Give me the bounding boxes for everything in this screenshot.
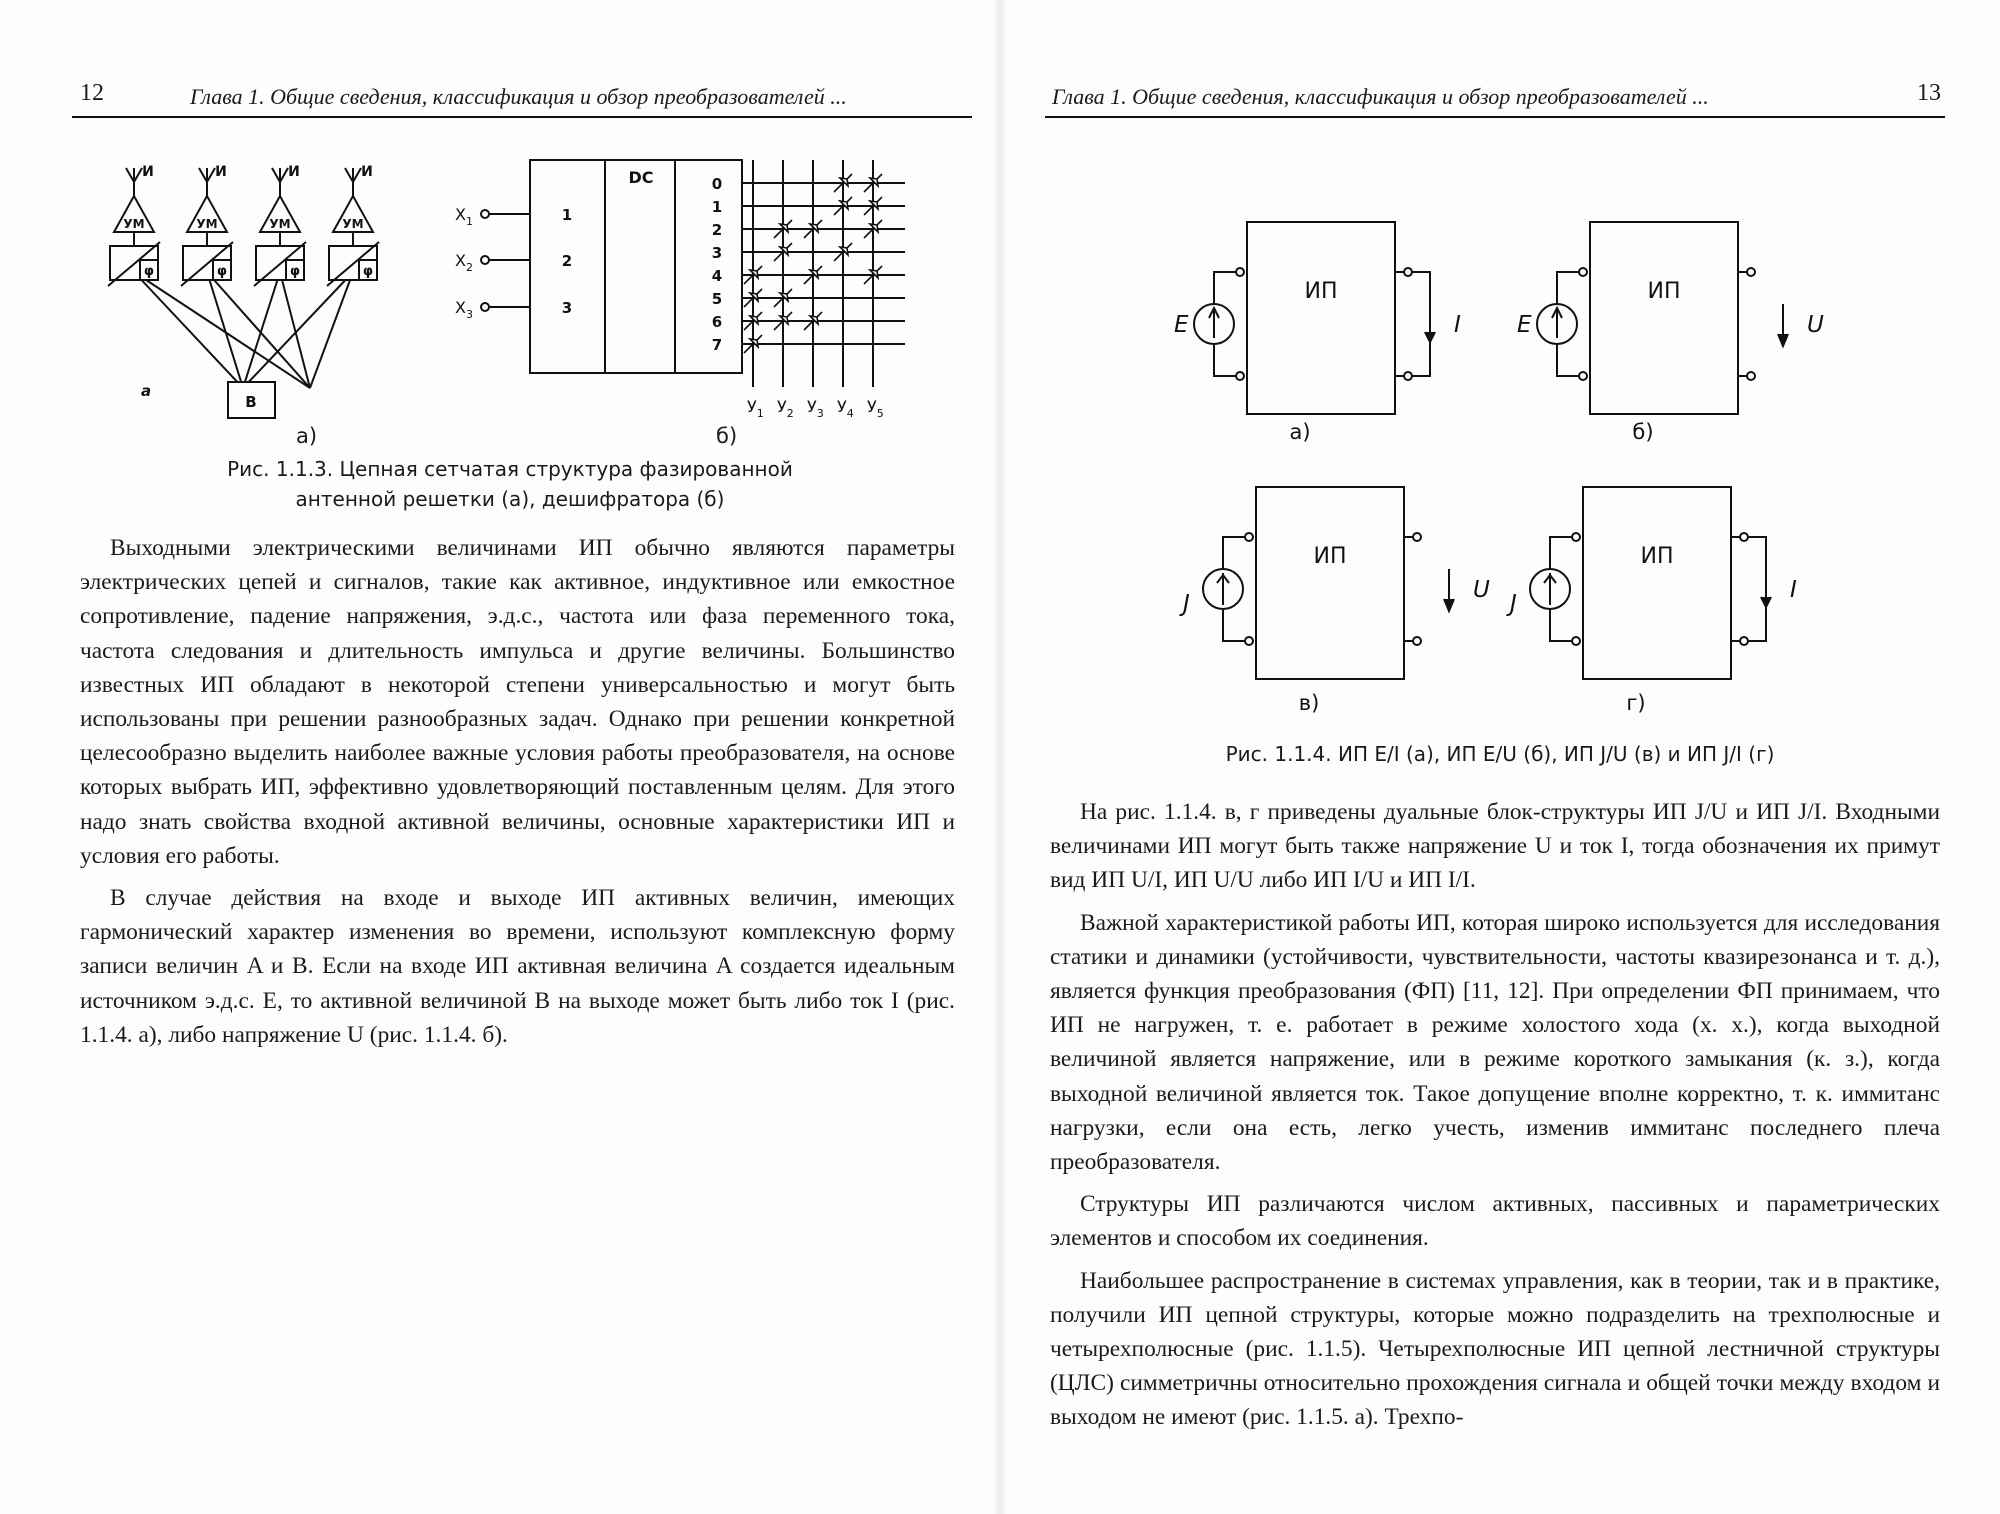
converter-block [1247, 222, 1395, 414]
source-wire [1223, 609, 1245, 641]
antenna-label-3: И [288, 164, 300, 180]
amp-label-4: УМ [342, 217, 364, 231]
output-terminal [1747, 372, 1755, 380]
amp-label-2: УМ [196, 217, 218, 231]
input-terminal [1572, 533, 1580, 541]
source-wire [1550, 609, 1572, 641]
converter-block-label: ИП [1640, 544, 1674, 569]
diagram-sublabel: б) [1632, 420, 1654, 444]
output-terminal [1404, 372, 1412, 380]
input-quantity-label: J [1510, 591, 1517, 617]
output-terminal [1747, 268, 1755, 276]
running-header-right: Глава 1. Общие сведения, классификация и обзор преобразователей ... [1052, 84, 1709, 109]
output-terminal [1404, 268, 1412, 276]
caption-line-1: Рис. 1.1.3. Цепная сетчатая структура фазированной [227, 457, 793, 481]
right-paragraph-2: Важной характеристикой работы ИП, которая широко используется для исследования статики и динамики (устойчивости, чувствительности, частоты квазирезонанса и т. д.), является функция преобразования (ФП) [11, 12]. При определении ФП принимаем, что ИП не нагружен, т. е. работает в режиме холостого хода (х. х.), когда выходной величиной является напряжение, или в режиме короткого замыкания (к. з.), когда выходной величиной является ток. Такое допущение вполне корректно, т. к. иммитанс нагрузки, если она есть, легко учесть, изменив иммитанс последнего плеча преобразователя. [1050, 909, 1940, 1176]
running-header-left: Глава 1. Общие сведения, классификация и обзор преобразователей ... [190, 84, 847, 109]
phase-label-2: φ [216, 264, 228, 279]
source-wire [1223, 537, 1245, 569]
decoder-input-label: $X_1$ [455, 205, 473, 228]
left-paragraph-2: В случае действия на входе и выходе ИП активных величин, имеющих гармонический характер изменения во времени, используют комплексную форму записи величин A и B. Если на входе ИП активная величина A создается идеальным источником э.д.с. E, то активной величиной B на выходе может быть либо ток I (рис. 1.1.4. а), либо напряжение U (рис. 1.1.4. б). [80, 885, 955, 1048]
diagram-sublabel: в) [1298, 691, 1320, 715]
header-rule-right [1045, 116, 1945, 118]
input-terminal [1245, 533, 1253, 541]
decoder-column-label: $У_3$ [807, 397, 824, 420]
decoder-input-label: $X_2$ [455, 251, 473, 274]
voltage-arrow [1778, 334, 1788, 346]
current-arrow [1761, 597, 1771, 607]
short-circuit-wire [1748, 537, 1766, 641]
figure-1-1-3-caption [180, 457, 840, 511]
figure-a-side-label: а [140, 382, 152, 400]
caption-line-2: антенной решетки (а), дешифратора (б) [295, 487, 725, 511]
left-paragraph-1: Выходными электрическими величинами ИП обычно являются параметры электрических цепей и сигналов, такие как активное, индуктивное или емкостное сопротивление, падение напряжения, э.д.с., частота или фаза переменного тока, частота следования и длительность импульса и другие величины. Большинство известных ИП обладают в некоторой степени универсальностью и могут быть использованы при решении разнообразных задач. Однако при решении конкретной целесообразно выделить наиболее важные условия работы преобразователя, на основе которых выбрать ИП, эффективно удовлетворяющий поставленным целям. Для этого надо знать свойства входной активной величины, основные характеристики ИП и условия его работы. [80, 535, 955, 869]
source-wire [1214, 344, 1236, 376]
figure-decoder [455, 150, 915, 435]
source-wire [1557, 272, 1579, 304]
amp-label-3: УМ [269, 217, 291, 231]
figure-1-1-4-caption [1100, 742, 1900, 766]
amp-label-1: УМ [123, 217, 145, 231]
input-quantity-label: E [1517, 312, 1532, 338]
phase-label-4: φ [362, 264, 374, 279]
input-quantity-label: E [1174, 312, 1189, 338]
decoder-input-pin: 2 [561, 252, 573, 270]
diagram-sublabel: г) [1626, 691, 1646, 715]
phase-label-1: φ [143, 264, 155, 279]
converter-block-label: ИП [1647, 279, 1681, 304]
converter-diagram-2 [1537, 222, 1788, 414]
converter-block [1583, 487, 1731, 679]
figure-b-sublabel: б) [716, 424, 738, 448]
decoder-output-number: 7 [711, 336, 723, 354]
decoder-output-number: 6 [711, 313, 723, 331]
decoder-label: DC [628, 168, 654, 187]
output-quantity-label: I [1790, 577, 1797, 603]
decoder-output-number: 2 [711, 221, 723, 239]
converter-block-label: ИП [1304, 279, 1338, 304]
source-wire [1557, 344, 1579, 376]
voltage-arrow [1444, 599, 1454, 611]
input-terminal [1579, 268, 1587, 276]
antenna-label-2: И [215, 164, 227, 180]
page-number-left: 12 [80, 80, 104, 106]
decoder-input-pin: 3 [561, 299, 573, 317]
output-terminal [1740, 533, 1748, 541]
decoder-column-label: $У_2$ [777, 397, 794, 420]
output-quantity-label: I [1454, 312, 1461, 338]
left-body-text [80, 531, 955, 1052]
decoder-column-label: $У_5$ [867, 397, 884, 420]
decoder-output-number: 4 [711, 267, 723, 285]
output-quantity-label: U [1473, 577, 1490, 603]
figure-phased-array [100, 160, 420, 420]
converter-block-label: ИП [1313, 544, 1347, 569]
page-number-right: 13 [1917, 80, 1941, 106]
current-arrow [1425, 332, 1435, 342]
converter-diagram-1 [1194, 222, 1435, 414]
right-paragraph-1: На рис. 1.1.4. в, г приведены дуальные блок-структуры ИП J/U и ИП J/I. Входными величинами ИП могут быть также напряжение U и ток I, тогда обозначения их примут вид ИП U/I, ИП U/U либо ИП I/U и ИП I/I. [1050, 799, 1940, 894]
right-page [1000, 0, 2000, 1514]
source-wire [1550, 537, 1572, 569]
decoder-input-pin: 1 [561, 206, 573, 224]
decoder-column-label: $У_1$ [747, 397, 764, 420]
input-terminal [1579, 372, 1587, 380]
decoder-output-number: 3 [711, 244, 723, 262]
output-quantity-label: U [1807, 312, 1824, 338]
right-paragraph-4: Наибольшее распространение в системах управления, как в теории, так и в практике, получили ИП цепной структуры, которые можно подразделить на трехполюсные и четырехполюсные (рис. 1.1.5). Четырехполюсные ИП цепной лестничной структуры (ЦЛС) симметричны относительно прохождения сигнала и общей точки между входом и выходом не имеют (рис. 1.1.5. а). Трехпо- [1050, 1267, 1940, 1431]
decoder-input-label: $X_3$ [455, 298, 473, 321]
input-terminal [1572, 637, 1580, 645]
caption-text: Рис. 1.1.4. ИП E/I (а), ИП E/U (б), ИП J/U (в) и ИП J/I (г) [1225, 742, 1775, 766]
phase-label-3: φ [289, 264, 301, 279]
converter-diagram-4 [1530, 487, 1771, 679]
right-body-text [1050, 795, 1940, 1435]
converter-block [1590, 222, 1738, 414]
antenna-label-1: И [142, 164, 154, 180]
decoder-output-number: 1 [711, 198, 723, 216]
antenna-label-4: И [361, 164, 373, 180]
block-b-label: В [245, 393, 257, 411]
input-terminal [1236, 268, 1244, 276]
output-terminal [1413, 533, 1421, 541]
figure-converter-blocks [1000, 180, 2000, 780]
source-wire [1214, 272, 1236, 304]
converter-block [1256, 487, 1404, 679]
input-terminal [1245, 637, 1253, 645]
input-quantity-label: J [1183, 591, 1190, 617]
decoder-output-number: 0 [711, 175, 723, 193]
output-terminal [1740, 637, 1748, 645]
header-rule-left [72, 116, 972, 118]
output-terminal [1413, 637, 1421, 645]
decoder-output-number: 5 [711, 290, 723, 308]
converter-diagram-3 [1203, 487, 1454, 679]
figure-a-sublabel: а) [296, 424, 318, 448]
right-paragraph-3: Структуры ИП различаются числом активных, пассивных и параметрических элементов и способом их соединения. [1050, 1191, 1940, 1252]
short-circuit-wire [1412, 272, 1430, 376]
input-terminal [1236, 372, 1244, 380]
decoder-column-label: $У_4$ [837, 397, 854, 420]
diagram-sublabel: а) [1289, 420, 1311, 444]
